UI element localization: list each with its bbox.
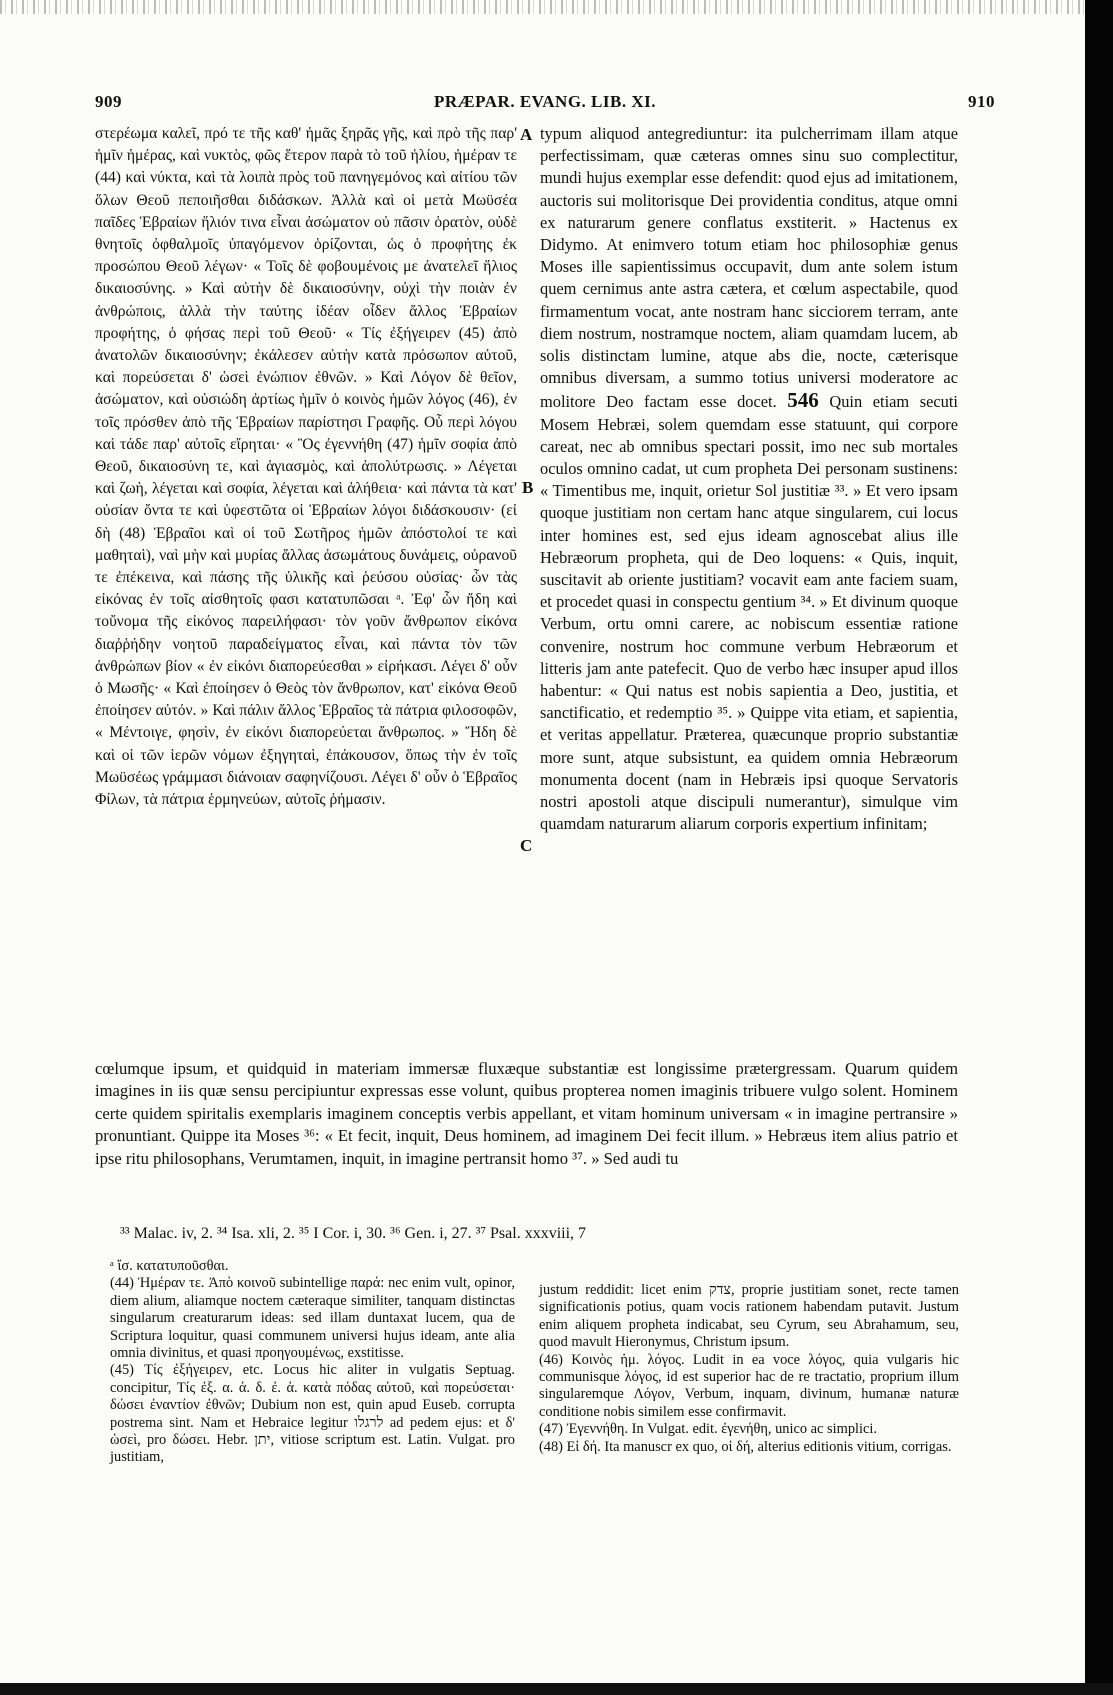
footnotes-left	[110, 1258, 515, 1467]
greek-column	[95, 123, 517, 811]
running-title: PRÆPAR. EVANG. LIB. XI.	[434, 92, 656, 111]
footnote: (47) Ἐγεννήθη. In Vulgat. edit. ἐγενήθη, unico ac simplici.	[539, 1421, 877, 1438]
full-width-latin: cœlumque ipsum, et quidquid in materiam immersæ fluxæque substantiæ est longissime prætergressam. Quarum quidem imagines in iis quæ sensu percipiuntur expressas esse volunt, quibus propterea nomen imaginis tribuere vulgo solent. Hominem certe quidem spiritalis exemplaris imaginem conceptis verbis appellant, et vitam hominum universam « in imagine pertransire » pronuntiant. Quippe ita Moses ³⁶: « Et fecit, inquit, Deus hominem, ad imaginem Dei fecit illum. » Hebræus item alius patrio et ipse ritu philosophans, Verumtamen, inquit, in imagine pertransit homo ³⁷. » Sed audi tu	[95, 1059, 958, 1168]
scan-top-noise	[0, 0, 1113, 14]
latin-text-part2: Quin etiam secuti Mosem Hebræi, solem quemdam esse statuunt, qui corpore careat, nec ab omnibus spectari possit, imo nec sub mortales oculos omnino cadat, ut cum propheta Dei personam sustinens: « Timentibus me, inquit, orietur Sol justitiæ ³³. » Et vero ipsam quoque justitiam non certam hanc atque singularem, cui locus inter homines est, sed ejus ideam agnoscebat alius ille Hebræorum propheta, qui de Deo loquens: « Quis, inquit, suscitavit ab oriente justitiam? vocavit eam ante faciem suam, et procedet quasi in conspectu gentium ³⁴. » Et divinum quoque Verbum, ortu omni carere, ac nobiscum essentiæ ratione convenire, nostrum hoc commune verbum Hebræorum et litteris jam ante patefecit. Quo de verbo hæc insuper apud illos habentur: « Qui natus est nobis sapientia a Deo, justitia, et sanctificatio, et redemptio ³⁵. » Quippe vita etiam, et sapientia, et veritas appellatur. Præterea, quæcunque proprio substantiæ more sunt, atque subsistunt, ea quidem omnia Hebræorum monumenta docent (nam in Hebræis ipsi quoque Servatoris nostri apostoli atque discipuli numerantur), simulque vim quamdam naturarum aliarum corporis expertium infinitam;	[540, 392, 958, 834]
scan-right-edge	[1085, 0, 1113, 1695]
column-number: 546	[787, 388, 819, 413]
footnote: (46) Κοινὸς ἡμ. λόγος. Ludit in ea voce λόγος, quia vulgaris hic communisque λόγος, id est superior hac de re tractatio, proprium illum singularemque Λόγον, Verbum, inquam, divinum, humanæ naturæ conditione nobis similem esse confirmavit.	[539, 1351, 959, 1420]
scan-bottom-edge	[0, 1683, 1113, 1695]
page-number-left: 909	[95, 92, 122, 111]
latin-text-part1: typum aliquod antegrediuntur: ita pulcherrimam illam atque perfectissimam, quæ cæteras omnes sinu suo complectitur, mundi hujus exemplar esse defendit: quod ejus ad imitationem, auctoris sui molitorisque Dei providentia conditus, atque omni ex naturarum genere conflatus exstiterit. » Hactenus ex Didymo. At enimvero totum etiam hoc philosophiæ genus Moses ille sapientissimus occupavit, dum ante solem istum quem cernimus ante astra cætera, et cœlum aspectabile, quod firmamentum vocat, ante nostram hanc sicciorem terram, ante diem nostrum, nostramque noctem, aliam quamdam lucem, ab solis distinctam lumine, atque abs die, nocte, cæterisque omnibus diversam, a summo totius universi moderatore ac molitore Deo factam esse docet.	[540, 124, 958, 412]
footnote: justum reddidit: licet enim צדק, proprie justitiam sonet, recte tamen significationis potius, quam vocis rationem habendam putavit. Justum enim aliquem propheta indicabat, seu Cyrum, seu Abrahamum, seu, quod mavult Hieronymus, Christum ipsum.	[539, 1282, 959, 1351]
latin-column	[540, 123, 958, 836]
margin-marker-a: A	[520, 125, 533, 144]
footnote: (45) Τίς ἐξήγειρεν, etc. Locus hic aliter in vulgatis Septuag. concipitur, Τίς ἐξ. α. ἀ. δ. ἐ. ἀ. κατὰ πόδας αὐτοῦ, καὶ πορεύσεται· δώσει ἐναντίον ἐθνῶν; Dubium non est, quin apud Euseb. corrupta postrema sint. Nam et Hebraice legitur לרגלו ad pedem ejus: et δ' ὡσεὶ, pro δώσει. Hebr. יתן, vitiose scriptum est. Latin. Vulgat. pro justitiam,	[110, 1362, 516, 1466]
margin-marker-c: C	[520, 836, 533, 855]
footnote: (48) Εἰ δή. Ita manuscr ex quo, οἱ δή, alterius editionis vitium, corrigas.	[539, 1438, 952, 1455]
page-number-right: 910	[968, 92, 995, 111]
greek-text: στερέωμα καλεῖ, πρό τε τῆς καθ' ἡμᾶς ξηρᾶς γῆς, καὶ πρὸ τῆς παρ' ἡμῖν ἡμέρας, καὶ νυκτὸς, φῶς ἕτερον παρὰ τὸ τοῦ ἡλίου, ἡμέραν τε (44) καὶ νύκτα, καὶ τὰ λοιπὰ πρὸς τοῦ πανηγεμόνος καὶ αἰτίου τῶν ὅλων Θεοῦ πεποιῆσθαι διδάσκων. Ἀλλὰ καὶ οἱ μετὰ Μωϋσέα παῖδες Ἑβραίων ἥλιόν τινα εἶναι ἀσώματον οὐ πᾶσιν ὁρατὸν, οὐδὲ θνητοῖς ὀφθαλμοῖς ὑπαγόμενον ὁρίζονται, ὡς ὁ προφήτης ἐκ προσώπου Θεοῦ λέγων· « Τοῖς δὲ φοβουμένοις με ἀνατελεῖ ἥλιος δικαιοσύνης. » Καὶ αὐτὴν δὲ δικαιοσύνην, οὐχὶ τὴν ποιὰν ἐν ἀνθρώποις, ἀλλὰ τὴν ταύτης ἰδέαν οἶδεν ἄλλος Ἑβραίων προφήτης, ὁ φήσας περὶ τοῦ Θεοῦ· « Τίς ἐξήγειρεν (45) ἀπὸ ἀνατολῶν δικαιοσύνην; ἐκάλεσεν αὐτὴν κατὰ πρόσωπον αὐτοῦ, καὶ πορεύσεται δ' ὡσεὶ ἐνώπιον ἐθνῶν. » Καὶ Λόγον δὲ θεῖον, ἀσώματον, καὶ οὐσιώδη ἀρτίως ἡμῖν ὁ κοινὸς ἡμῶν λόγος (46), ἐν τοῖς πρόσθεν ἀπὸ τῆς Ἑβραίων παρίστησι Γραφῆς. Οὗ περὶ λόγου καὶ τάδε παρ' αὐτοῖς εἴρηται· « Ὃς ἐγεννήθη (47) ἡμῖν σοφία ἀπὸ Θεοῦ, δικαιοσύνη τε, καὶ ἁγιασμὸς, καὶ ἀπολύτρωσις. » Λέγεται καὶ ζωὴ, λέγεται καὶ σοφία, λέγεται καὶ ἀλήθεια· καὶ πάντα τὰ κατ' οὐσίαν ὄντα τε καὶ ὑφεστῶτα οἱ Ἑβραίων λόγοι διδάσκουσιν· (εἰ δὴ (48) Ἑβραῖοι καὶ οἱ τοῦ Σωτῆρος ἡμῶν ἀπόστολοί τε καὶ μαθηταὶ), ναὶ μὴν καὶ μυρίας ἄλλας ἀσωμάτους δυνάμεις, οὐρανοῦ τε ἐπέκεινα, καὶ πάσης τῆς ὑλικῆς καὶ ῥεύσου οὐσίας· ὧν τὰς εἰκόνας ἐν τοῖς αἰσθητοῖς φασι κατατυπῶσαι ᵃ. Ἐφ' ὧν ἤδη καὶ τοὔνομα τῆς εἰκόνος παρειλήφασι· τὸν γοῦν ἄνθρωπον εἰκόνα διαῤῥήδην νοητοῦ παραδείγματος εἶναι, καὶ πάντα τὸν τῶν ἀνθρώπων βίον « ἐν εἰκόνι διαπορεύεσθαι » εἰρήκασι. Λέγει δ' οὖν ὁ Μωσῆς· « Καὶ ἐποίησεν ὁ Θεὸς τὸν ἄνθρωπον, κατ' εἰκόνα Θεοῦ ἐποίησεν αὐτόν. » Καὶ πάλιν ἄλλος Ἑβραῖος τὰ πάτρια φιλοσοφῶν, « Μέντοιγε, φησὶν, ἐν εἰκόνι διαπορεύεται ἄνθρωπος. » Ἤδη δὲ καὶ οἱ τῶν ἱερῶν νόμων ἐξηγηταὶ, ἐπάκουσον, ὅπως τὴν ἐν τοῖς Μωϋσέως γράμμασι διάνοιαν σαφηνίζουσι. Λέγει δ' οὖν ὁ Ἑβραῖος Φίλων, τὰ πάτρια ἑρμηνεύων, αὐτοῖς ῥήμασιν.	[95, 125, 517, 809]
scripture-references: ³³ Malac. iv, 2. ³⁴ Isa. xli, 2. ³⁵ I Cor. i, 30. ³⁶ Gen. i, 27. ³⁷ Psal. xxxviii, 7	[120, 1225, 587, 1242]
footnote: ᵃ ἴσ. κατατυποῦσθαι.	[110, 1258, 229, 1274]
margin-marker-b: B	[522, 478, 534, 497]
latin-text	[540, 123, 958, 836]
footnotes-right	[539, 1282, 959, 1456]
footnote: (44) Ἡμέραν τε. Ἀπὸ κοινοῦ subintellige παρά: nec enim vult, opinor, diem alium, aliamque noctem cæteraque similiter, tanquam distinctas singularum creaturarum ideas: sed illam duntaxat lucem, qua de Scriptura loquitur, quasi communem universi hujus ideam, ante alia omnia divinitus, et quasi προηγουμένως, exstitisse.	[110, 1275, 515, 1362]
running-header	[95, 92, 995, 116]
